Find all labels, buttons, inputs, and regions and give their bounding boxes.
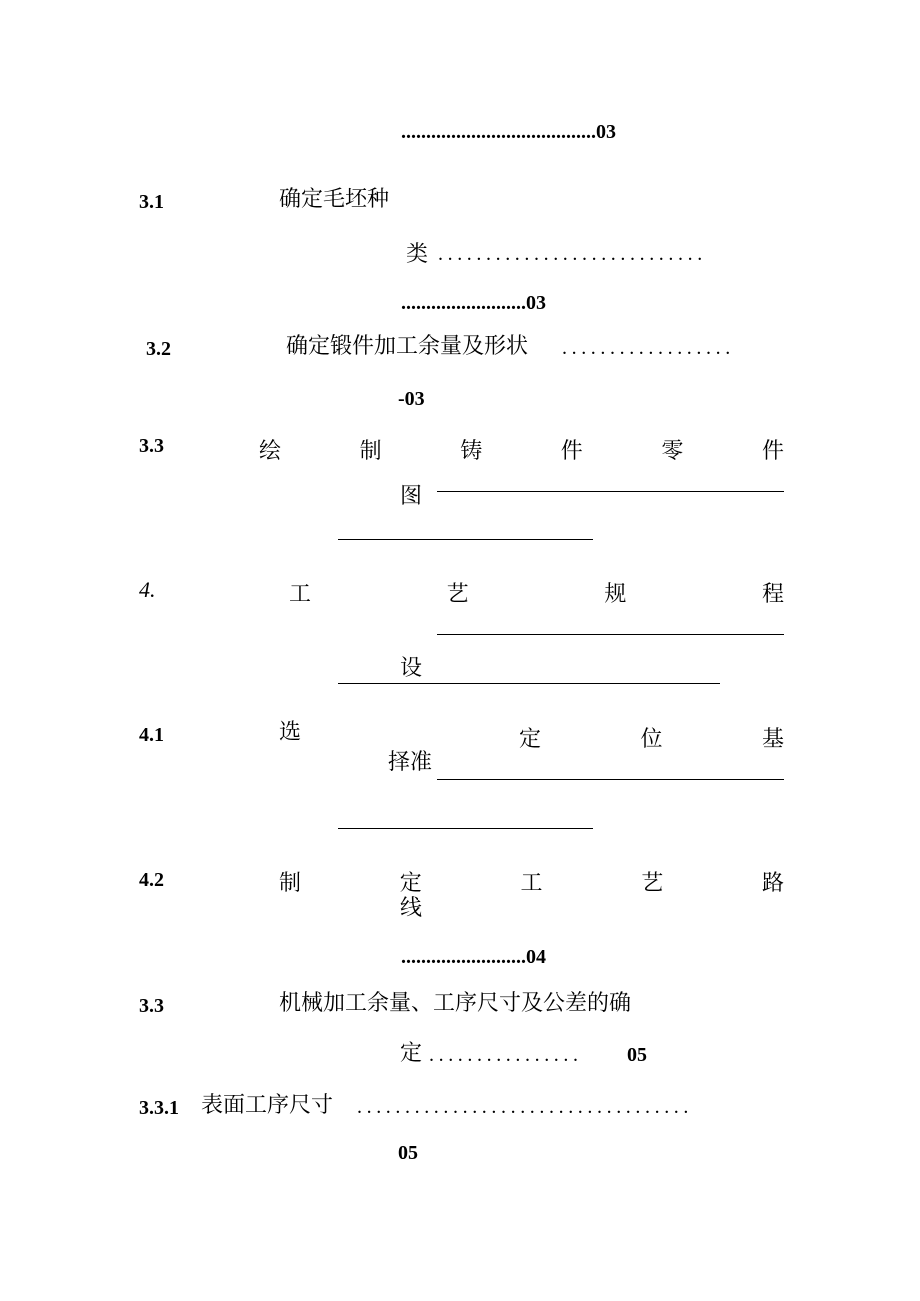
toc-entry-4-2-title xyxy=(279,866,784,897)
title-char: 绘 xyxy=(259,439,282,464)
toc-leader-rule xyxy=(338,539,593,540)
toc-leader-rule xyxy=(437,634,784,635)
toc-entry-4-2-continuation: 线 xyxy=(400,896,423,921)
title-char: 位 xyxy=(640,727,663,752)
toc-entry-4-2-number: 4.2 xyxy=(139,869,164,891)
toc-leader-rule xyxy=(437,491,784,492)
title-char: 基 xyxy=(761,727,784,752)
toc-entry-4-title xyxy=(289,577,784,608)
title-char: 艺 xyxy=(641,871,664,896)
toc-entry-3-2-number: 3.2 xyxy=(146,338,171,360)
toc-leader-rule xyxy=(338,683,720,684)
title-char: 工 xyxy=(520,871,543,896)
toc-entry-3-3-1-title: 表面工序尺寸 xyxy=(201,1093,334,1118)
title-char: 制 xyxy=(279,871,302,896)
toc-entry-3-2-title: 确定锻件加工余量及形状 xyxy=(286,334,529,359)
title-char: 工 xyxy=(289,582,312,607)
toc-entry-4-number: 4. xyxy=(139,577,156,602)
toc-entry-3-2-page: -03 xyxy=(398,388,425,410)
toc-entry-3-1-continuation: 类 xyxy=(406,242,429,267)
title-char: 零 xyxy=(661,439,684,464)
toc-entry-3-3-number: 3.3 xyxy=(139,435,164,457)
title-char: 定 xyxy=(519,727,542,752)
toc-entry-4-2-leader: .........................04 xyxy=(401,946,546,968)
toc-entry-3-3-1-dots: ................................... xyxy=(357,1096,693,1118)
toc-entry-3-3b-continuation: 定 xyxy=(400,1041,423,1066)
toc-leader-rule xyxy=(338,828,593,829)
toc-entry-4-1-continuation: 择准 xyxy=(388,750,433,775)
toc-entry-3-1-number: 3.1 xyxy=(139,191,164,213)
toc-entry-4-1-title-char: 选 xyxy=(279,720,302,745)
toc-leader-rule xyxy=(437,779,784,780)
title-char: 定 xyxy=(399,871,422,896)
title-char: 制 xyxy=(359,439,382,464)
title-char: 件 xyxy=(560,439,583,464)
toc-leader-top: .......................................03 xyxy=(401,121,616,143)
toc-entry-3-1-dots: ............................ xyxy=(438,243,707,265)
toc-entry-3-2-dots: .................. xyxy=(562,337,735,359)
toc-entry-3-3b-dots: ................ xyxy=(429,1044,583,1066)
toc-entry-3-3-1-number: 3.3.1 xyxy=(139,1097,179,1119)
toc-entry-4-1-title xyxy=(519,722,784,753)
toc-entry-3-3-1-page: 05 xyxy=(398,1142,418,1164)
toc-entry-3-3b-title: 机械加工余量、工序尺寸及公差的确 xyxy=(279,991,632,1016)
toc-entry-3-3-continuation: 图 xyxy=(400,484,423,509)
title-char: 件 xyxy=(761,439,784,464)
title-char: 艺 xyxy=(446,582,469,607)
toc-entry-4-1-number: 4.1 xyxy=(139,724,164,746)
title-char: 铸 xyxy=(460,439,483,464)
toc-entry-4-continuation: 设 xyxy=(400,656,423,681)
title-char: 程 xyxy=(761,582,784,607)
toc-entry-3-1-leader: .........................03 xyxy=(401,292,546,314)
toc-entry-3-1-title: 确定毛坯种 xyxy=(279,187,390,212)
title-char: 路 xyxy=(761,871,784,896)
toc-entry-3-3b-number: 3.3 xyxy=(139,995,164,1017)
toc-entry-3-3b-page: 05 xyxy=(627,1044,647,1066)
title-char: 规 xyxy=(604,582,627,607)
toc-entry-3-3-title xyxy=(259,434,784,465)
